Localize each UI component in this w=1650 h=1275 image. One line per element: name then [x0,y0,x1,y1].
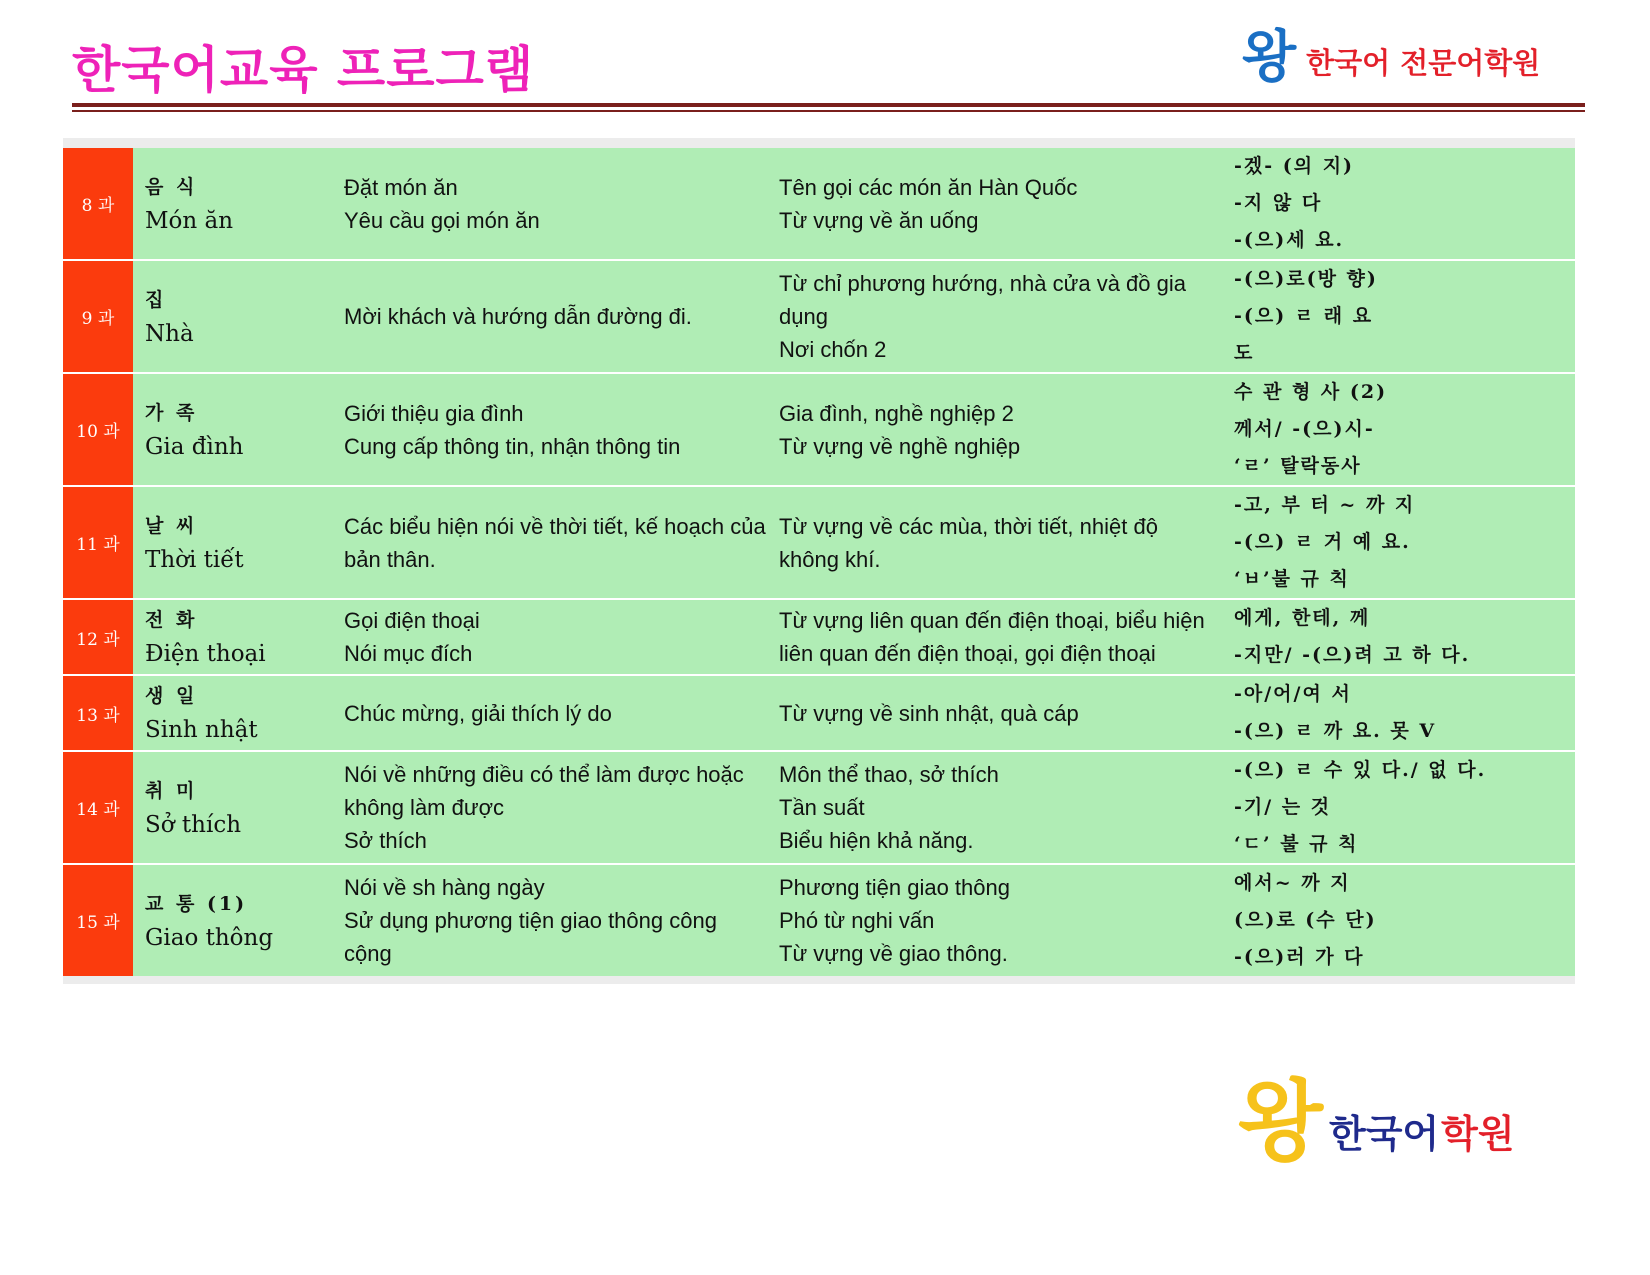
brand-logo [1242,25,1541,90]
grammar-cell [1228,675,1575,751]
table-row [63,373,1575,486]
grammar-cell [1228,751,1575,864]
function-cell [338,675,773,751]
topic-vietnamese: Sinh nhật [145,717,258,743]
vocabulary-line: Phó từ nghi vấn [779,908,935,933]
function-cell [338,864,773,976]
topic-cell [133,675,338,751]
function-line: Giới thiệu gia đình [344,400,524,426]
topic-vietnamese: Nhà [145,320,194,347]
topic-vietnamese: Giao thông [145,924,274,951]
vocabulary-cell [773,864,1228,976]
vocabulary-line: Biểu hiện khả năng. [779,828,974,853]
footer-logo [1238,1070,1515,1173]
curriculum-table-container [63,138,1575,984]
footer-logo-mark: 왕 [1238,1070,1324,1173]
grammar-line: -아/어/여 서 [1234,683,1352,705]
function-line: Mời khách và hướng dẫn đường đi. [344,304,692,329]
topic-cell [133,751,338,864]
vocabulary-line: Nơi chốn 2 [779,337,887,362]
table-row [63,260,1575,373]
grammar-line: -(으)로(방 향) [1234,268,1378,290]
topic-korean: 가 족 [145,401,198,424]
vocabulary-cell [773,599,1228,675]
grammar-cell [1228,864,1575,976]
vocabulary-line: Tần suất [779,795,865,820]
grammar-line: -기/ 는 것 [1234,796,1332,818]
grammar-cell [1228,260,1575,373]
topic-vietnamese: Gia đình [145,433,244,460]
vocabulary-cell [773,486,1228,599]
function-line: Sử dụng phương tiện giao thông công cộng [344,908,724,966]
grammar-line: 에서~ 까 지 [1234,872,1351,894]
lesson-number: 9 과 [63,260,133,373]
brand-logo-text: 한국어 전문어학원 [1306,46,1541,80]
topic-cell [133,260,338,373]
page-title: 한국어교육 프로그램 [72,41,535,99]
topic-cell [133,486,338,599]
vocabulary-line: Từ vựng về ăn uống [779,207,979,233]
curriculum-table [63,148,1575,976]
lesson-number: 15 과 [63,864,133,976]
function-line: Chúc mừng, giải thích lý do [344,700,612,726]
lesson-number: 11 과 [63,486,133,599]
topic-cell [133,599,338,675]
grammar-cell [1228,486,1575,599]
vocabulary-line: Từ vựng về sinh nhật, quà cáp [779,700,1079,726]
grammar-line: -지만/ -(으)려 고 하 다. [1234,644,1471,666]
function-cell [338,148,773,260]
vocabulary-line: Tên gọi các món ăn Hàn Quốc [779,174,1078,200]
topic-korean: 날 씨 [145,514,198,537]
vocabulary-line: Từ vựng về nghề nghiệp [779,433,1021,459]
vocabulary-line: Môn thể thao, sở thích [779,762,999,787]
lesson-number: 14 과 [63,751,133,864]
function-cell [338,599,773,675]
table-row [63,864,1575,976]
grammar-line: (으)로 (수 단) [1234,909,1377,931]
topic-korean: 교 통 (1) [145,892,248,915]
footer-logo-text-a: 한국어 [1329,1112,1440,1156]
topic-korean: 집 [145,288,167,311]
lesson-number: 13 과 [63,675,133,751]
grammar-line: ‘ㄷ’ 불 규 칙 [1234,833,1359,855]
header-rule-thick [72,103,1585,107]
grammar-cell [1228,373,1575,486]
function-cell [338,751,773,864]
function-line: Sở thích [344,828,427,853]
table-row [63,751,1575,864]
vocabulary-cell [773,373,1228,486]
function-line: Nói về những điều có thể làm được hoặc không làm được [344,762,750,820]
header-rule-thin [72,110,1585,112]
table-row [63,486,1575,599]
table-row [63,599,1575,675]
grammar-line: 께서/ -(으)시- [1234,418,1375,440]
vocabulary-line: Từ vựng liên quan đến điện thoại, biểu hiện liên quan đến điện thoại, gọi điện thoại [779,608,1211,666]
function-line: Các biểu hiện nói về thời tiết, kế hoạch của bản thân. [344,513,772,572]
topic-vietnamese: Món ăn [145,207,234,234]
topic-cell [133,148,338,260]
topic-korean: 전 화 [145,609,198,631]
grammar-line: 수 관 형 사 (2) [1234,381,1388,403]
topic-cell [133,373,338,486]
grammar-line: -(으) ㄹ 수 있 다./ 없 다. [1234,759,1487,781]
vocabulary-line: Từ vựng về giao thông. [779,941,1008,966]
vocabulary-line: Gia đình, nghề nghiệp 2 [779,400,1014,426]
grammar-line: ‘ㅂ’불 규 칙 [1234,568,1350,590]
grammar-line: -(으)세 요. [1234,229,1345,251]
topic-vietnamese: Sở thích [145,811,242,838]
topic-vietnamese: Thời tiết [145,546,244,573]
grammar-line: -(으) ㄹ 까 요. 못 V [1234,720,1437,742]
vocabulary-line: Từ vựng về các mùa, thời tiết, nhiệt độ không khí. [779,513,1165,572]
vocabulary-cell [773,751,1228,864]
brand-logo-mark: 왕 [1242,25,1297,90]
vocabulary-cell [773,260,1228,373]
function-cell [338,373,773,486]
vocabulary-cell [773,675,1228,751]
vocabulary-line: Phương tiện giao thông [779,875,1010,900]
grammar-cell [1228,148,1575,260]
grammar-line: -(으)러 가 다 [1234,946,1365,968]
footer-logo-text-b: 학원 [1441,1112,1515,1156]
grammar-line: -지 않 다 [1234,192,1323,214]
function-line: Đặt món ăn [344,174,458,200]
table-row [63,675,1575,751]
function-line: Gọi điện thoại [344,608,480,633]
function-cell [338,260,773,373]
topic-korean: 생 일 [145,685,198,707]
grammar-line: -고, 부 터 ~ 까 지 [1234,494,1416,516]
grammar-cell [1228,599,1575,675]
function-line: Nói mục đích [344,641,473,666]
grammar-line: -겠- (의 지) [1234,155,1355,177]
lesson-number: 10 과 [63,373,133,486]
grammar-line: 에게, 한테, 께 [1234,607,1371,629]
function-line: Cung cấp thông tin, nhận thông tin [344,433,681,459]
grammar-line: -(으) ㄹ 거 예 요. [1234,531,1411,553]
vocabulary-cell [773,148,1228,260]
topic-vietnamese: Điện thoại [145,641,266,667]
lesson-number: 12 과 [63,599,133,675]
topic-korean: 취 미 [145,779,198,802]
topic-korean: 음 식 [145,175,198,198]
grammar-line: ‘ㄹ’ 탈락동사 [1234,455,1362,477]
grammar-line: 도 [1234,342,1255,364]
function-line: Nói về sh hàng ngày [344,875,545,900]
lesson-number: 8 과 [63,148,133,260]
function-cell [338,486,773,599]
vocabulary-line: Từ chỉ phương hướng, nhà cửa và đồ gia dụng [779,271,1193,329]
function-line: Yêu cầu gọi món ăn [344,207,540,233]
topic-cell [133,864,338,976]
table-row [63,148,1575,260]
grammar-line: -(으) ㄹ 래 요 [1234,305,1374,327]
